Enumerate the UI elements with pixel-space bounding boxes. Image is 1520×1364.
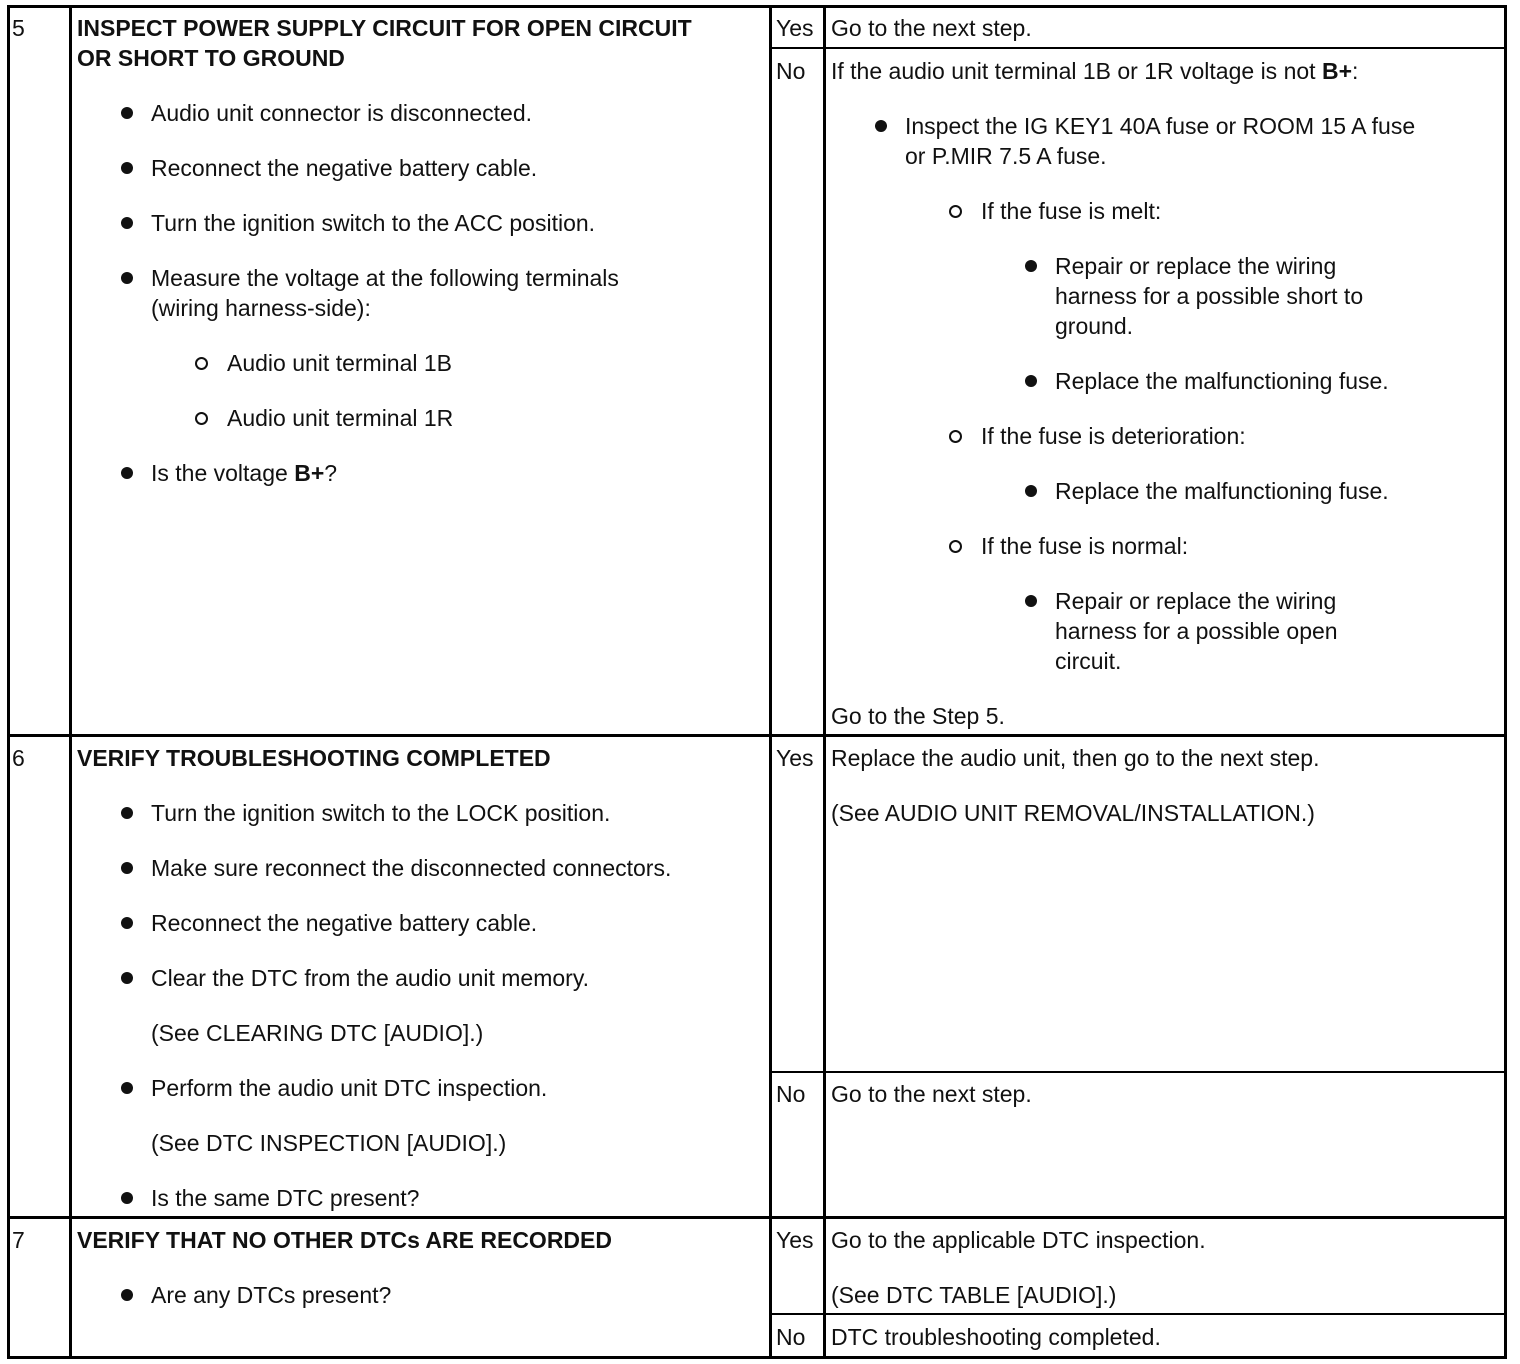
- no-label: No: [776, 58, 806, 84]
- list-item: Clear the DTC from the audio unit memory.: [151, 965, 590, 991]
- list-item: If the fuse is melt:: [981, 198, 1162, 224]
- list-item: Repair or replace the wiring: [1055, 253, 1337, 279]
- yes-action: Replace the audio unit, then go to the next step.: [831, 745, 1320, 771]
- list-item: Turn the ignition switch to the LOCK position.: [151, 800, 611, 826]
- no-action: Go to the next step.: [831, 1081, 1032, 1107]
- bullet-icon: [1025, 375, 1037, 387]
- column-divider-number: [69, 5, 72, 1359]
- yes-action: Go to the next step.: [831, 15, 1032, 41]
- question-mark: ?: [324, 460, 338, 486]
- step-number: 6: [12, 745, 25, 771]
- list-item: Perform the audio unit DTC inspection.: [151, 1075, 548, 1101]
- bullet-icon: [121, 217, 133, 229]
- reference-note: (See AUDIO UNIT REMOVAL/INSTALLATION.): [831, 800, 1315, 826]
- yes-action: Go to the applicable DTC inspection.: [831, 1227, 1206, 1253]
- yes-no-divider-step7: [770, 1313, 1506, 1315]
- list-item: Reconnect the negative battery cable.: [151, 155, 538, 181]
- row-divider-step7: [7, 1216, 1507, 1219]
- reference-note: (See DTC INSPECTION [AUDIO].): [151, 1130, 507, 1156]
- table-border-left: [7, 5, 10, 1359]
- bullet-icon: [121, 107, 133, 119]
- bullet-icon: [121, 807, 133, 819]
- bullet-icon: [121, 917, 133, 929]
- bullet-icon: [1025, 485, 1037, 497]
- sub-bullet-icon: [949, 540, 962, 553]
- bullet-icon: [121, 1192, 133, 1204]
- list-item: Are any DTCs present?: [151, 1282, 392, 1308]
- list-item: harness for a possible open: [1055, 618, 1338, 644]
- yes-label: Yes: [776, 15, 814, 41]
- list-item: circuit.: [1055, 648, 1122, 674]
- list-item: Audio unit terminal 1B: [227, 350, 453, 376]
- voltage-value: B+: [294, 460, 325, 486]
- list-item: If the fuse is deterioration:: [981, 423, 1246, 449]
- list-item: Turn the ignition switch to the ACC position.: [151, 210, 596, 236]
- bullet-icon: [121, 862, 133, 874]
- bullet-icon: [121, 272, 133, 284]
- no-action-footer: Go to the Step 5.: [831, 703, 1005, 729]
- reference-note: (See CLEARING DTC [AUDIO].): [151, 1020, 484, 1046]
- step-title: INSPECT POWER SUPPLY CIRCUIT FOR OPEN CIRCUIT: [77, 15, 692, 41]
- list-item: Replace the malfunctioning fuse.: [1055, 478, 1389, 504]
- row-divider-step6: [7, 734, 1507, 737]
- list-item: ground.: [1055, 313, 1134, 339]
- yes-label: Yes: [776, 745, 814, 771]
- yes-no-divider-step5: [770, 47, 1506, 49]
- no-label: No: [776, 1081, 806, 1107]
- list-item: Audio unit terminal 1R: [227, 405, 454, 431]
- sub-bullet-icon: [949, 205, 962, 218]
- bullet-icon: [121, 467, 133, 479]
- list-item: Audio unit connector is disconnected.: [151, 100, 533, 126]
- bullet-icon: [121, 972, 133, 984]
- list-item: Repair or replace the wiring: [1055, 588, 1337, 614]
- bullet-icon: [121, 1289, 133, 1301]
- sub-bullet-icon: [949, 430, 962, 443]
- list-item: harness for a possible short to: [1055, 283, 1364, 309]
- no-label: No: [776, 1324, 806, 1350]
- sub-bullet-icon: [195, 412, 208, 425]
- list-item: Is the same DTC present?: [151, 1185, 420, 1211]
- bullet-icon: [875, 120, 887, 132]
- question-text: Is the voltage: [151, 460, 295, 486]
- bullet-icon: [121, 1082, 133, 1094]
- list-item: Make sure reconnect the disconnected connectors.: [151, 855, 672, 881]
- no-action-colon: :: [1352, 58, 1359, 84]
- column-divider-action: [823, 5, 826, 1359]
- bullet-icon: [1025, 595, 1037, 607]
- no-action-text: If the audio unit terminal 1B or 1R voltage is not: [831, 58, 1322, 84]
- list-item: Replace the malfunctioning fuse.: [1055, 368, 1389, 394]
- list-item: or P.MIR 7.5 A fuse.: [905, 143, 1107, 169]
- step-number: 7: [12, 1227, 25, 1253]
- reference-note: (See DTC TABLE [AUDIO].): [831, 1282, 1117, 1308]
- list-item: Measure the voltage at the following terminals: [151, 265, 619, 291]
- no-action: [831, 56, 1358, 86]
- column-divider-answer: [769, 5, 772, 1359]
- step-number: 5: [12, 15, 25, 41]
- list-item: Reconnect the negative battery cable.: [151, 910, 538, 936]
- list-item: (wiring harness-side):: [151, 295, 371, 321]
- table-border-right: [1504, 5, 1507, 1359]
- list-item: [151, 458, 337, 488]
- table-border-top: [7, 5, 1507, 8]
- yes-label: Yes: [776, 1227, 814, 1253]
- no-action: DTC troubleshooting completed.: [831, 1324, 1161, 1350]
- table-border-bottom: [7, 1356, 1507, 1359]
- yes-no-divider-step6: [770, 1071, 1506, 1073]
- voltage-value: B+: [1321, 58, 1352, 84]
- list-item: If the fuse is normal:: [981, 533, 1189, 559]
- bullet-icon: [121, 162, 133, 174]
- step-title: OR SHORT TO GROUND: [77, 45, 345, 71]
- bullet-icon: [1025, 260, 1037, 272]
- list-item: Inspect the IG KEY1 40A fuse or ROOM 15 A fuse: [905, 113, 1416, 139]
- step-title: VERIFY THAT NO OTHER DTCs ARE RECORDED: [77, 1227, 612, 1253]
- sub-bullet-icon: [195, 357, 208, 370]
- step-title: VERIFY TROUBLESHOOTING COMPLETED: [77, 745, 551, 771]
